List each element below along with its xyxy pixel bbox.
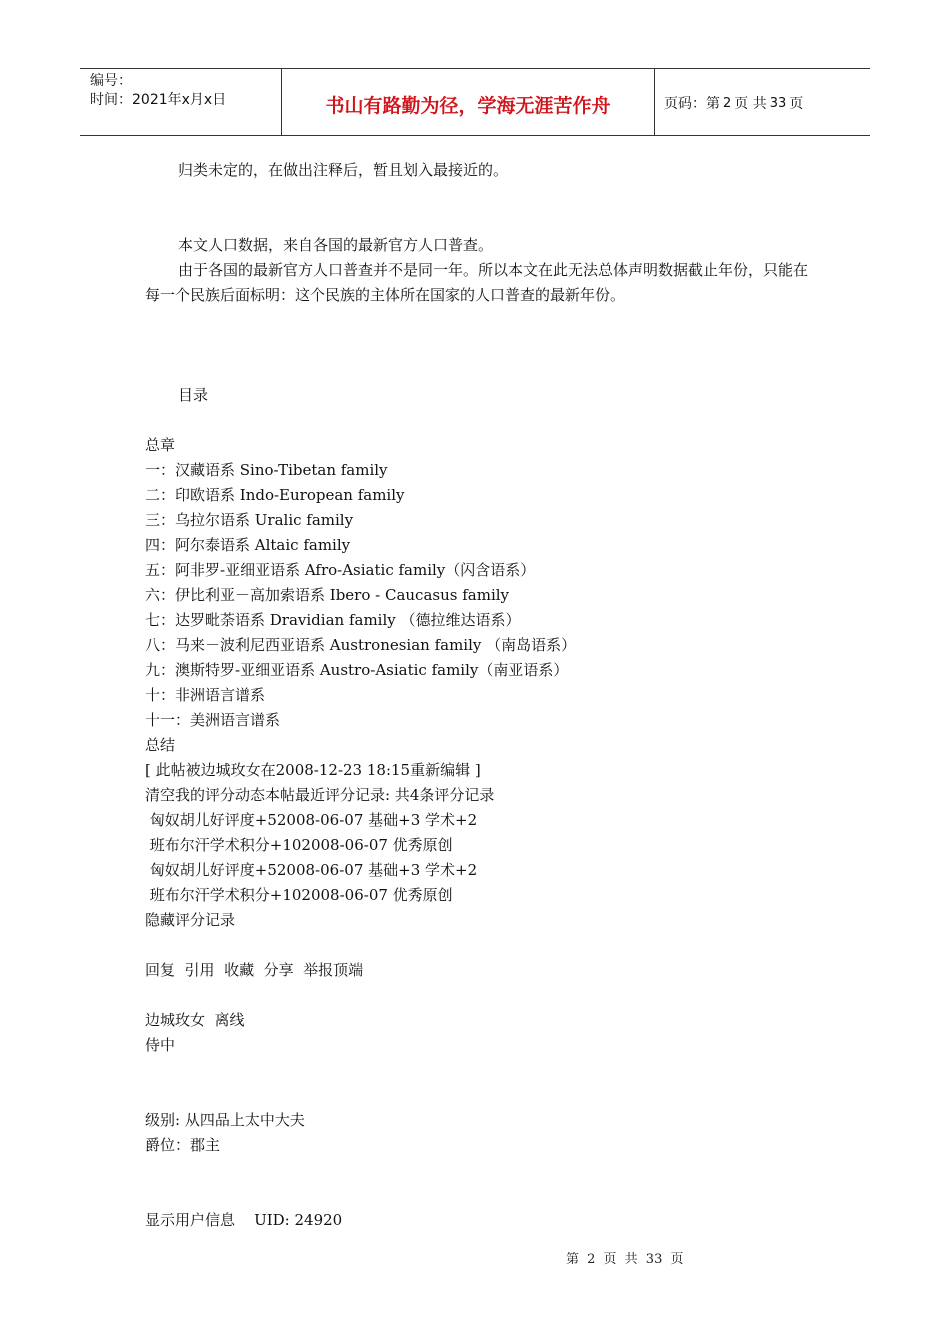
page-mid: 页 共: [734, 96, 767, 112]
user-name: 边城玫女 离线: [145, 1011, 245, 1029]
post-actions: 回复 引用 收藏 分享 举报顶端: [145, 961, 364, 979]
rating-item: 班布尔汗学术积分+102008-06-07 优秀原创: [145, 886, 453, 904]
header-motto: 书山有路勤为径，学海无涯苦作舟: [282, 69, 655, 135]
toc-item: 十：非洲语言谱系: [145, 686, 266, 704]
rating-item: 班布尔汗学术积分+102008-06-07 优秀原创: [145, 836, 453, 854]
toc-item: 七：达罗毗荼语系 Dravidian family （德拉维达语系）: [145, 611, 521, 629]
paragraph-1: 归类未定的，在做出注释后，暂且划入最接近的。: [178, 161, 509, 179]
page-footer: 第 2 页 共 33 页: [566, 1252, 684, 1267]
toc-item: 二：印欧语系 Indo-European family: [145, 486, 405, 504]
toc-item: 总结: [145, 736, 176, 754]
header-meta: [80, 69, 282, 135]
toc-item: 五：阿非罗-亚细亚语系 Afro-Asiatic family（闪含语系）: [145, 561, 536, 579]
page-total: 33: [769, 95, 787, 111]
spacer: [145, 983, 815, 1008]
toc-title: 目录: [178, 386, 209, 404]
toc-item: 三：乌拉尔语系 Uralic family: [145, 511, 354, 529]
edit-note: [ 此帖被边城玫女在2008-12-23 18:15重新编辑 ]: [145, 761, 481, 779]
number-label: 编号：: [90, 73, 132, 89]
hide-ratings-link: 隐藏评分记录: [145, 911, 236, 929]
spacer: [145, 183, 815, 233]
header-page-info: [655, 69, 870, 135]
spacer: [145, 933, 815, 958]
time-label: 时间：2021年x月x日: [90, 92, 227, 108]
page-current: 2: [723, 95, 732, 111]
page-suffix: 页: [789, 96, 804, 112]
paragraph-2: 本文人口数据，来自各国的最新官方人口普查。: [178, 236, 494, 254]
page-header: [80, 68, 870, 136]
user-uid: 显示用户信息 UID: 24920: [145, 1211, 343, 1229]
toc-item: 一：汉藏语系 Sino-Tibetan family: [145, 461, 388, 479]
rating-header: 清空我的评分动态本帖最近评分记录: 共4条评分记录: [145, 786, 495, 804]
user-rank: 爵位：郡主: [145, 1136, 221, 1154]
spacer: [145, 408, 815, 433]
toc-item: 六：伊比利亚－高加索语系 Ibero - Caucasus family: [145, 586, 510, 604]
paragraph-3: 由于各国的最新官方人口普查并不是同一年。所以本文在此无法总体声明数据截止年份，只能在每一个民族后面标明：这个民族的主体所在国家的人口普查的最新年份。: [145, 261, 809, 304]
toc-item: 十一：美洲语言谱系: [145, 711, 281, 729]
spacer: [145, 1058, 815, 1108]
toc-item: 四：阿尔泰语系 Altaic family: [145, 536, 351, 554]
toc-item: 九：澳斯特罗-亚细亚语系 Austro-Asiatic family（南亚语系）: [145, 661, 569, 679]
rating-item: 匈奴胡儿好评度+52008-06-07 基础+3 学术+2: [145, 811, 478, 829]
document-body: [145, 158, 815, 1233]
spacer: [145, 1158, 815, 1208]
spacer: [145, 308, 815, 383]
toc-item: 总章: [145, 436, 176, 454]
user-level: 级别: 从四品上太中大夫: [145, 1111, 305, 1129]
toc-item: 八：马来－波利尼西亚语系 Austronesian family （南岛语系）: [145, 636, 577, 654]
page-label: 页码：第: [664, 96, 720, 112]
user-title: 侍中: [145, 1036, 176, 1054]
rating-item: 匈奴胡儿好评度+52008-06-07 基础+3 学术+2: [145, 861, 478, 879]
